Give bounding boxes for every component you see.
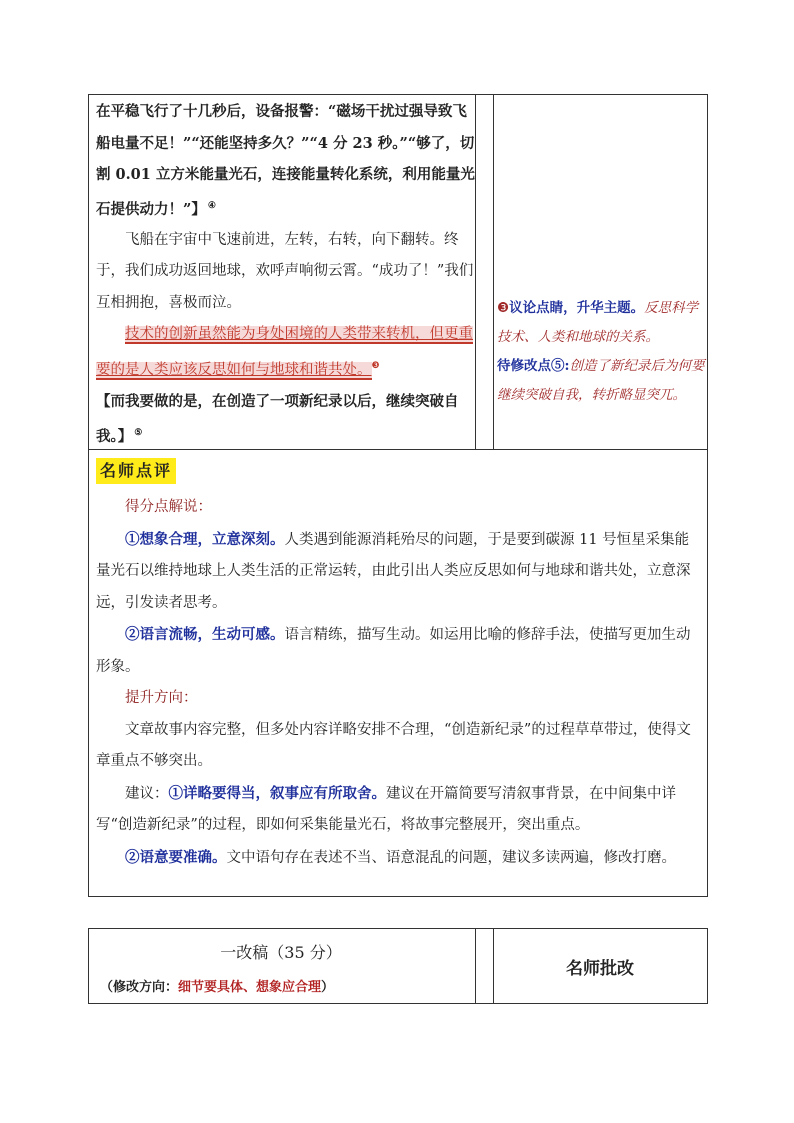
improve-label: 提升方向： [125, 690, 198, 706]
suggestion-2: ②语意要准确。文中语句存在表述不当、语意混乱的问题，建议多读两遍，修改打磨。 [125, 848, 676, 866]
review-body [96, 492, 702, 874]
essay-paragraph-4: 【而我要做的是，在创造了一项新纪录以后，继续突破自我。】 ⑤ [96, 393, 459, 445]
review-point-1: ①想象合理，立意深刻。人类遇到能源消耗殆尽的问题，于是要到碳源 11 号恒星采集能量光石以维持地球上人类生活的正常运转，由此引出人类应反思如何与地球和谐共处，立意深远，引发读者思考。 [96, 530, 691, 611]
footnote-mark: ⑤ [134, 427, 143, 438]
column-divider [475, 929, 476, 1003]
review-title: 名师点评 [96, 458, 176, 484]
essay-text [96, 96, 476, 452]
improve-text: 文章故事内容完整，但多处内容详略安排不合理，“创造新纪录”的过程草草带过，使得文章重点不够突出。 [96, 721, 691, 769]
teacher-correction-label: 名师批改 [566, 959, 634, 979]
draft-direction: （修改方向：细节要具体、想象应合理） [100, 980, 335, 995]
draft-title: 一改稿（35 分） [220, 943, 342, 962]
comment-text: 创造了新纪录后为何要继续突破自我，转折略显突兀。 [497, 358, 705, 403]
essay-paragraph-2: 飞船在宇宙中飞速前进，左转，右转，向下翻转。终于，我们成功返回地球，欢呼声响彻云霄。“成功了！”我们互相拥抱，喜极而泣。 [96, 231, 474, 311]
score-label: 得分点解说： [125, 499, 212, 515]
comment-1 [497, 294, 705, 352]
comment-title: 议论点睛，升华主题。 [509, 300, 645, 316]
comment-title: 待修改点⑤: [497, 358, 570, 374]
essay-paragraph-1: 在平稳飞行了十几秒后，设备报警：“磁场干扰过强导致飞船电量不足！”“还能坚持多久？”“4 分 23 秒。”“够了，切割 0.01 立方米能量光石，连接能量转化系统，利用能量光石提供动力！”】 ④ [96, 103, 475, 218]
column-divider [493, 95, 494, 449]
side-comments [497, 294, 705, 410]
review-point-2: ②语言流畅，生动可感。语言精练，描写生动。如运用比喻的修辞手法，使描写更加生动形象。 [96, 626, 691, 675]
footnote-mark: ④ [207, 200, 216, 211]
suggestion-1: 建议：①详略要得当，叙事应有所取舍。建议在开篇简要写清叙事背景，在中间集中详写“创造新纪录”的过程，即如何采集能量光石，将故事完整展开，突出重点。 [96, 784, 676, 833]
footnote-mark: ❸ [371, 360, 380, 371]
highlighted-sentence: 技术的创新虽然能为身处困境的人类带来转机，但更重要的是人类应该反思如何与地球和谐共处。 [96, 326, 473, 378]
comment-text: 反思科学技术、人类和地球的关系。 [497, 300, 699, 345]
comment-mark: ❸ [497, 300, 510, 316]
comment-2 [497, 352, 705, 410]
essay-paragraph-3 [96, 319, 476, 386]
